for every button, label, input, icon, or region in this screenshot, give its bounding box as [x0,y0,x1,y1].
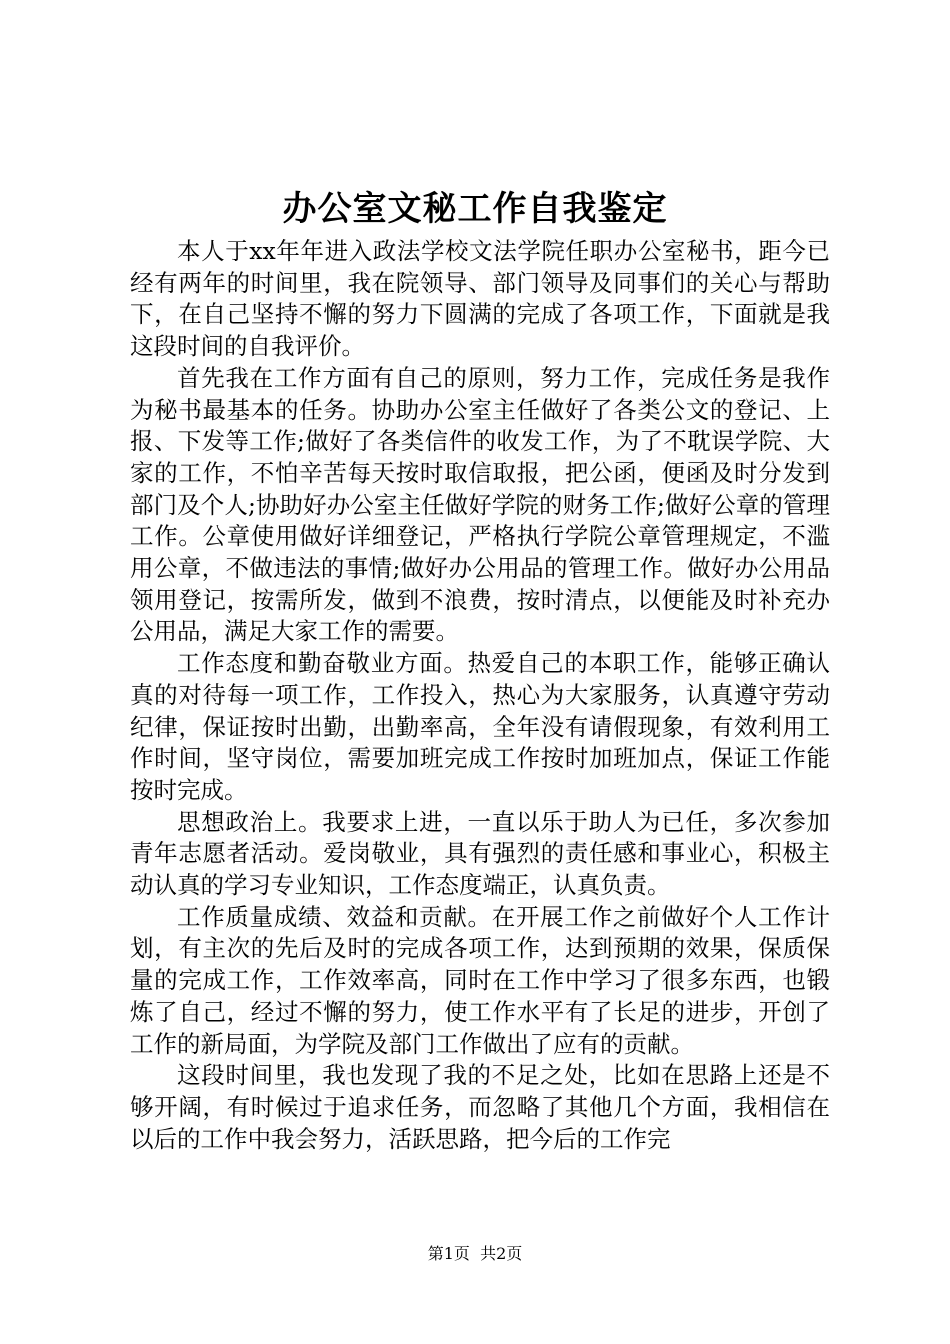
paragraph-6: 这段时间里，我也发现了我的不足之处，比如在思路上还是不够开阔，有时候过于追求任务，而忽略了其他几个方面，我相信在以后的工作中我会努力，活跃思路，把今后的工作完 [130,1061,830,1153]
paragraph-4: 思想政治上。我要求上进，一直以乐于助人为已任，多次参加青年志愿者活动。爱岗敬业，具有强烈的责任感和事业心，积极主动认真的学习专业知识，工作态度端正，认真负责。 [130,807,830,900]
paragraph-1: 本人于xx年年进入政法学校文法学院任职办公室秘书，距今已经有两年的时间里，我在院领导、部门领导及同事们的关心与帮助下，在自己坚持不懈的努力下圆满的完成了各项工作，下面就是我这段时间的自我评价。 [130,237,830,361]
page-footer [0,1243,950,1265]
paragraph-3: 工作态度和勤奋敬业方面。热爱自己的本职工作，能够正确认真的对待每一项工作，工作投入，热心为大家服务，认真遵守劳动纪律，保证按时出勤，出勤率高，全年没有请假现象，有效利用工作时间，坚守岗位，需要加班完成工作按时加班加点，保证工作能按时完成。 [130,649,830,804]
page-number-label: 第1页 共2页 [427,1244,523,1263]
paragraph-5: 工作质量成绩、效益和贡献。在开展工作之前做好个人工作计划，有主次的先后及时的完成各项工作，达到预期的效果，保质保量的完成工作，工作效率高，同时在工作中学习了很多东西，也锻炼了自己，经过不懈的努力，使工作水平有了长足的进步，开创了工作的新局面，为学院及部门工作做出了应有的贡献。 [130,902,830,1058]
paragraph-2: 首先我在工作方面有自己的原则，努力工作，完成任务是我作为秘书最基本的任务。协助办公室主任做好了各类公文的登记、上报、下发等工作;做好了各类信件的收发工作，为了不耽误学院、大家的工作，不怕辛苦每天按时取信取报，把公函，便函及时分发到部门及个人;协助好办公室主任做好学院的财务工作;做好公章的管理工作。公章使用做好详细登记，严格执行学院公章管理规定，不滥用公章，不做违法的事情;做好办公用品的管理工作。做好办公用品领用登记，按需所发，做到不浪费，按时清点，以便能及时补充办公用品，满足大家工作的需要。 [130,363,830,646]
document-body [130,236,830,1155]
document-title: 办公室文秘工作自我鉴定 [282,189,668,229]
